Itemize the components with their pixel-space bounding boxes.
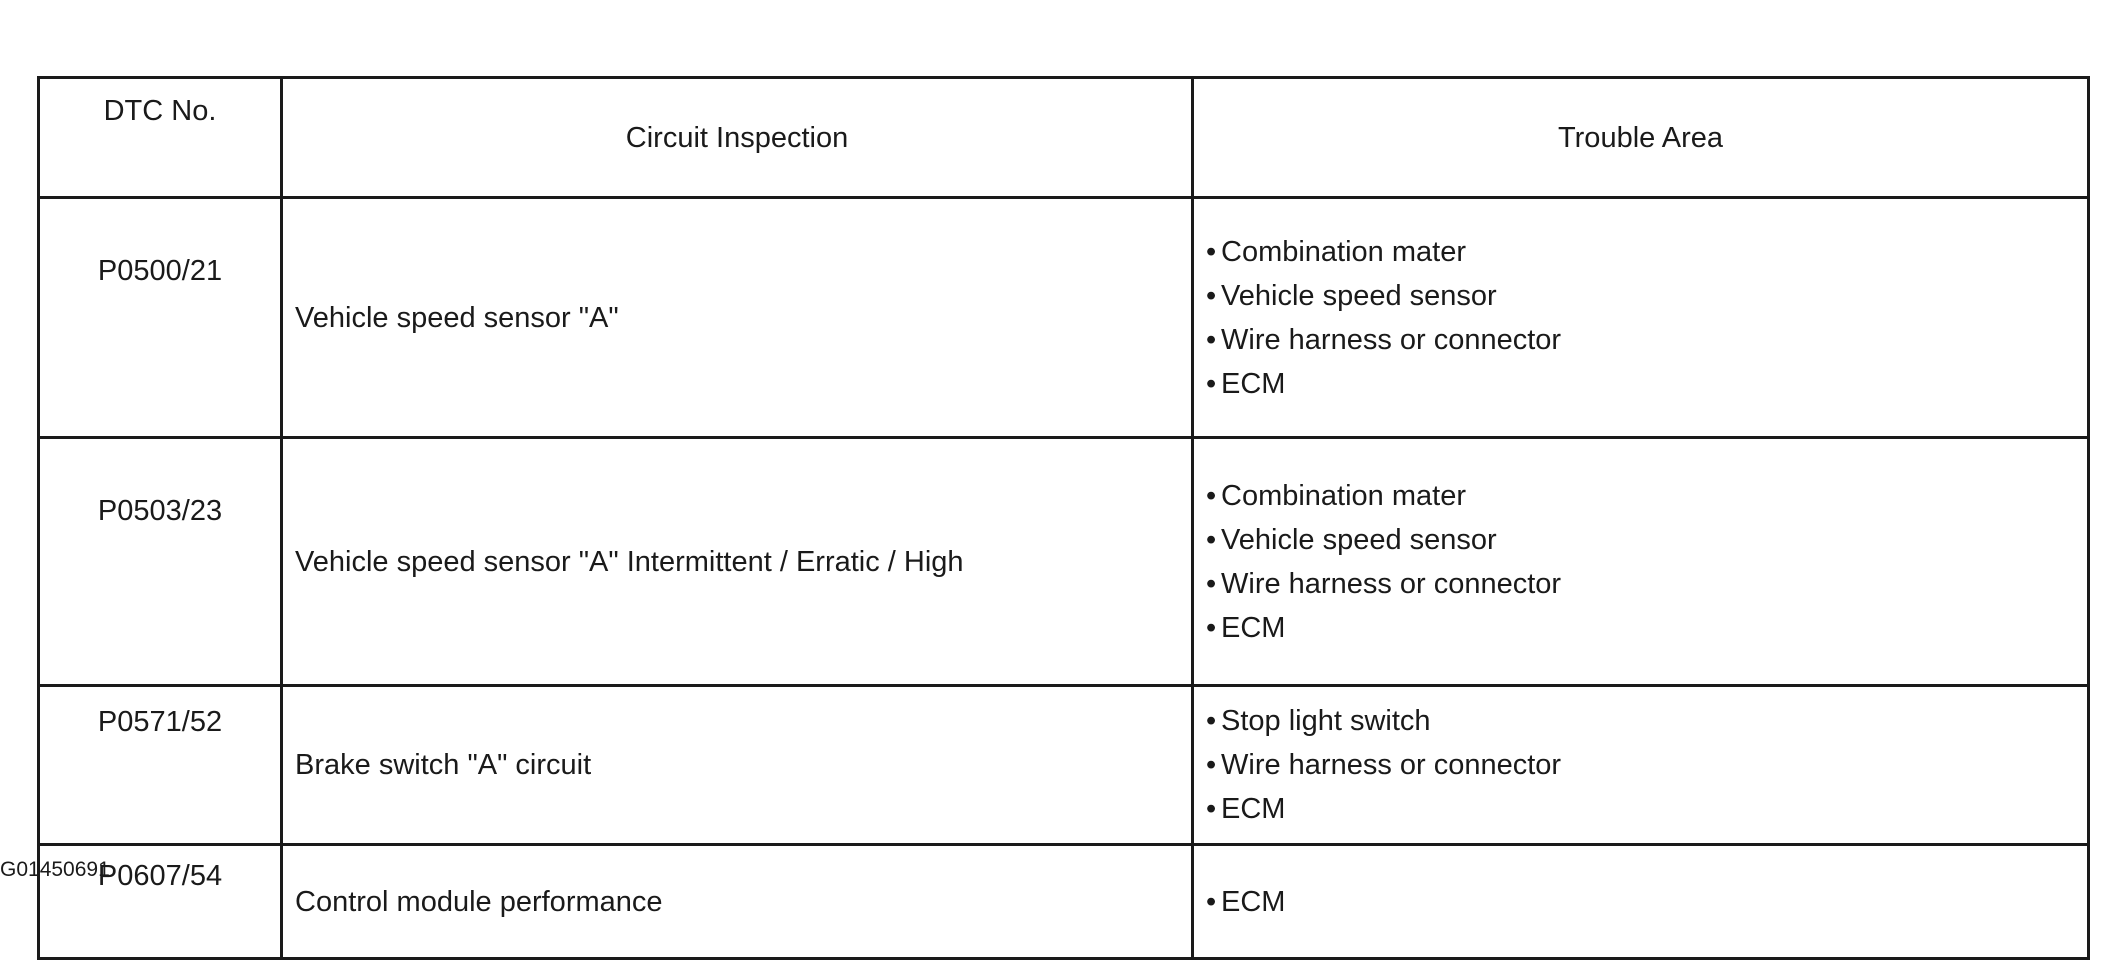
trouble-area-text: Vehicle speed sensor — [1221, 523, 1497, 556]
bullet: • — [1206, 523, 1217, 556]
trouble-area-text: Wire harness or connector — [1221, 323, 1562, 356]
trouble-area-cell — [1193, 438, 2089, 686]
trouble-area-text: ECM — [1221, 885, 1286, 918]
bullet: • — [1206, 705, 1217, 737]
dtc-code: P0503/23 — [39, 438, 282, 686]
trouble-area-item — [1206, 362, 2087, 406]
trouble-area-text: Combination mater — [1221, 479, 1466, 512]
circuit-inspection: Vehicle speed sensor "A" Intermittent / Erratic / High — [282, 438, 1193, 686]
table-row — [39, 198, 2089, 438]
header-dtc-no: DTC No. — [39, 78, 282, 198]
trouble-area-item — [1206, 606, 2087, 650]
trouble-area-text: Stop light switch — [1221, 705, 1431, 737]
bullet: • — [1206, 323, 1217, 356]
bullet: • — [1206, 749, 1217, 781]
trouble-area-list — [1206, 880, 2087, 924]
header-row — [39, 78, 2089, 198]
trouble-area-cell — [1193, 686, 2089, 845]
bullet: • — [1206, 793, 1217, 825]
bullet: • — [1206, 885, 1217, 918]
circuit-inspection: Vehicle speed sensor "A" — [282, 198, 1193, 438]
figure-id: G01450691 — [0, 858, 110, 881]
trouble-area-text: Wire harness or connector — [1221, 749, 1562, 781]
bullet: • — [1206, 479, 1217, 512]
trouble-area-text: Combination mater — [1221, 235, 1466, 268]
trouble-area-item — [1206, 274, 2087, 318]
trouble-area-cell — [1193, 845, 2089, 959]
trouble-area-list — [1206, 230, 2087, 406]
circuit-inspection: Control module performance — [282, 845, 1193, 959]
trouble-area-item — [1206, 474, 2087, 518]
bullet: • — [1206, 611, 1217, 644]
table-row — [39, 686, 2089, 845]
table-row — [39, 438, 2089, 686]
trouble-area-item — [1206, 699, 2087, 743]
dtc-code: P0571/52 — [39, 686, 282, 845]
trouble-area-cell — [1193, 198, 2089, 438]
bullet: • — [1206, 235, 1217, 268]
trouble-area-item — [1206, 880, 2087, 924]
trouble-area-list — [1206, 699, 2087, 831]
trouble-area-item — [1206, 230, 2087, 274]
trouble-area-text: ECM — [1221, 793, 1286, 825]
header-trouble-area: Trouble Area — [1193, 78, 2089, 198]
trouble-area-item — [1206, 318, 2087, 362]
trouble-area-item — [1206, 562, 2087, 606]
bullet: • — [1206, 567, 1217, 600]
dtc-code: P0607/54 — [39, 845, 282, 959]
trouble-area-text: ECM — [1221, 611, 1286, 644]
trouble-area-text: Wire harness or connector — [1221, 567, 1562, 600]
trouble-area-text: ECM — [1221, 367, 1286, 400]
dtc-code: P0500/21 — [39, 198, 282, 438]
header-circuit-inspection: Circuit Inspection — [282, 78, 1193, 198]
dtc-table — [37, 76, 2090, 960]
circuit-inspection: Brake switch "A" circuit — [282, 686, 1193, 845]
trouble-area-text: Vehicle speed sensor — [1221, 279, 1497, 312]
trouble-area-item — [1206, 743, 2087, 787]
trouble-area-item — [1206, 787, 2087, 831]
trouble-area-item — [1206, 518, 2087, 562]
bullet: • — [1206, 279, 1217, 312]
table-row — [39, 845, 2089, 959]
trouble-area-list — [1206, 474, 2087, 650]
bullet: • — [1206, 367, 1217, 400]
